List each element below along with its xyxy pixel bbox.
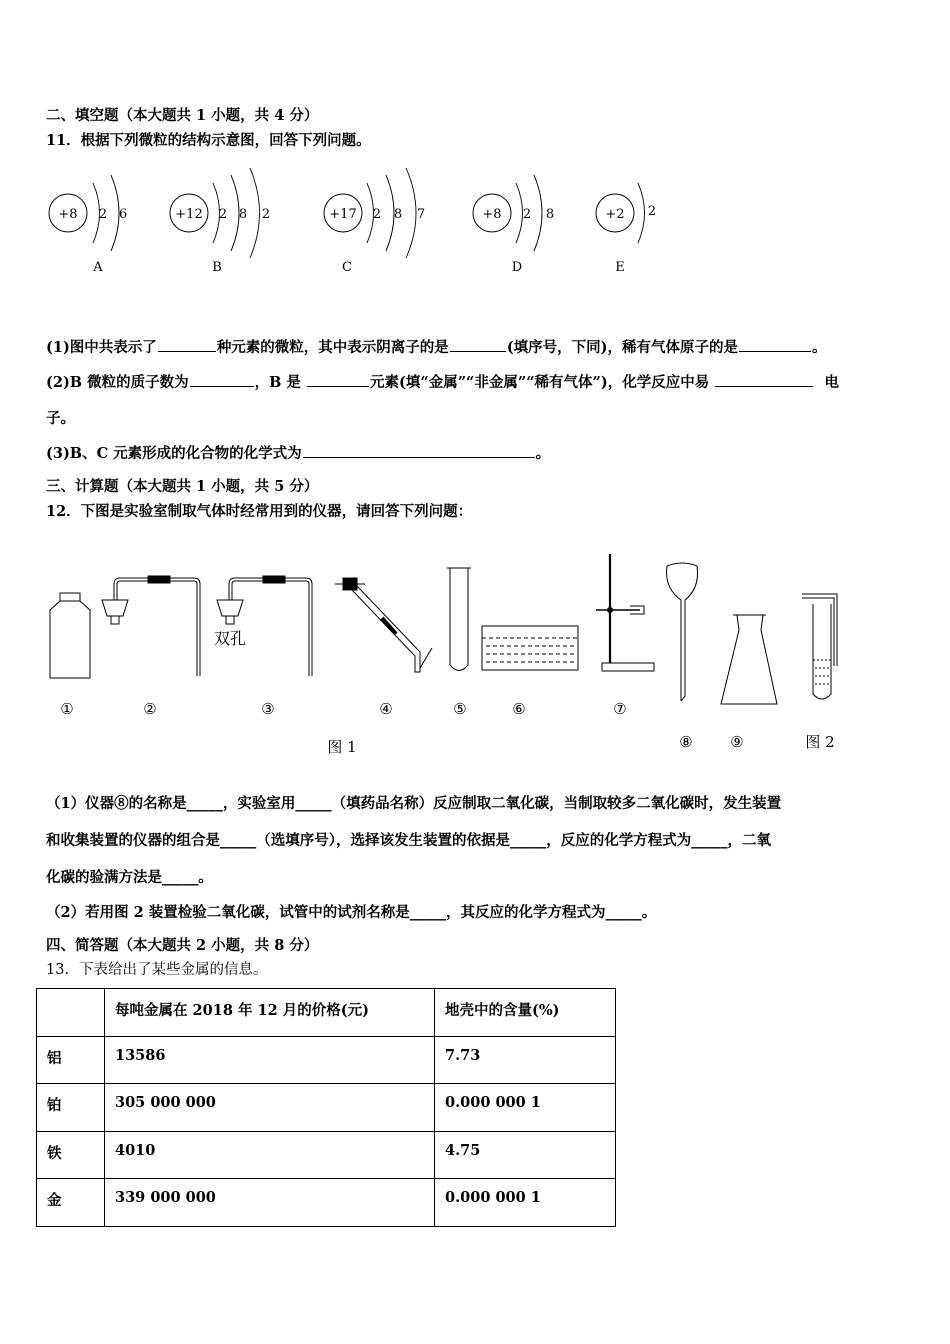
atom-b-shell-2: 8 <box>238 207 248 222</box>
answer-blank-proton-number[interactable] <box>190 372 254 387</box>
atom-c-label: C <box>342 260 352 275</box>
metal-name-cell: 铝 <box>37 1037 105 1084</box>
price-cell: 305 000 000 <box>105 1084 435 1132</box>
q11-part-2-text-b: ，B 是 <box>254 374 301 391</box>
apparatus-label-6: ⑥ <box>512 700 526 718</box>
figure-2-caption: 图 2 <box>805 733 835 751</box>
table-header-price: 每吨金属在 2018 年 12 月的价格(元) <box>105 989 435 1037</box>
answer-blank-element-count[interactable] <box>158 337 216 352</box>
atom-c-nucleus: +17 <box>329 207 357 222</box>
q11-part-2 <box>46 371 839 392</box>
content-cell: 4.75 <box>435 1132 616 1179</box>
stopper-with-slanted-tube <box>335 578 432 672</box>
answer-blank-noble-gas[interactable] <box>739 337 811 352</box>
section-3-heading: 三、计算题（本大题共 1 小题，共 5 分） <box>46 478 319 495</box>
figure-1-caption: 图 1 <box>327 738 357 756</box>
apparatus-label-8: ⑧ <box>679 733 693 751</box>
question-13-stem: 13．下表给出了某些金属的信息。 <box>46 962 268 978</box>
table-header-content: 地壳中的含量(%) <box>435 989 616 1037</box>
atom-b-shell-1: 2 <box>218 207 228 222</box>
apparatus-label-4: ④ <box>379 700 393 718</box>
q11-part-3-text-b: 。 <box>535 445 551 462</box>
table-header-cell-0 <box>37 989 105 1037</box>
atom-d-label: D <box>511 260 523 275</box>
double-hole-stopper-with-tube <box>217 576 312 676</box>
conical-flask <box>721 615 777 704</box>
atom-a-nucleus: +8 <box>58 207 78 222</box>
metal-info-table <box>36 988 616 1227</box>
metal-name-cell: 铁 <box>37 1132 105 1179</box>
iron-stand <box>596 554 654 671</box>
apparatus-label-7: ⑦ <box>613 700 627 718</box>
q11-part-1 <box>46 336 827 357</box>
atom-b-label: B <box>212 260 222 275</box>
lab-apparatus-figure <box>30 548 910 768</box>
atom-e-shell-1: 2 <box>647 204 657 219</box>
atom-b <box>170 168 270 275</box>
atom-structure-diagram <box>40 168 740 278</box>
double-hole-label: 双孔 <box>214 629 247 648</box>
metal-name-cell: 铂 <box>37 1084 105 1132</box>
q11-part-1-text-b: 种元素的微粒，其中表示阴离子的是 <box>216 339 449 356</box>
section-2-heading: 二、填空题（本大题共 1 小题，共 4 分） <box>46 107 319 124</box>
q12-part-1-line-3: 化碳的验满方法是_____。 <box>46 869 213 886</box>
atom-a <box>49 175 127 275</box>
atom-c-shell-2: 8 <box>393 207 403 222</box>
answer-blank-formula[interactable] <box>303 443 535 458</box>
apparatus-label-1: ① <box>60 700 74 718</box>
atom-d-shell-2: 8 <box>545 207 555 222</box>
test-tube <box>447 568 471 671</box>
apparatus-label-3: ③ <box>261 700 275 718</box>
atom-d-nucleus: +8 <box>482 207 502 222</box>
q11-part-3 <box>46 442 550 463</box>
q11-part-2-text-a: (2)B 微粒的质子数为 <box>46 374 189 391</box>
question-11-stem: 11．根据下列微粒的结构示意图，回答下列问题。 <box>46 132 371 149</box>
q11-part-1-text-d: 。 <box>812 339 827 356</box>
price-cell: 339 000 000 <box>105 1179 435 1227</box>
atom-c-shell-1: 2 <box>372 207 382 222</box>
atom-d <box>473 175 554 275</box>
price-cell: 13586 <box>105 1037 435 1084</box>
atom-c <box>324 168 425 275</box>
q12-part-1-line-1: （1）仪器⑧的名称是_____，实验室用_____（填药品名称）反应制取二氧化碳，当制取较多二氧化碳时，发生装置 <box>46 795 782 812</box>
table-row <box>37 1084 616 1132</box>
long-neck-funnel <box>667 563 698 701</box>
table-row <box>37 1037 616 1084</box>
q11-part-2-text-d: 电 <box>824 374 839 391</box>
q11-part-2-text-c: 元素(填“金属”“非金属”“稀有气体”)，化学反应中易 <box>370 374 710 391</box>
atom-e-label: E <box>615 260 625 275</box>
atom-a-shell-1: 2 <box>98 207 108 222</box>
atom-d-shell-1: 2 <box>522 207 532 222</box>
q11-part-3-text-a: (3)B、C 元素形成的化合物的化学式为 <box>46 445 302 462</box>
content-cell: 7.73 <box>435 1037 616 1084</box>
atom-c-shell-3: 7 <box>416 207 426 222</box>
content-cell: 0.000 000 1 <box>435 1179 616 1227</box>
q11-part-1-text-c: (填序号，下同)，稀有气体原子的是 <box>506 339 739 356</box>
atom-a-shell-2: 6 <box>118 207 128 222</box>
answer-blank-electron[interactable] <box>715 372 813 387</box>
table-row <box>37 1179 616 1227</box>
figure-2-test-tube-setup <box>802 594 837 699</box>
answer-blank-anion[interactable] <box>450 337 506 352</box>
answer-blank-element-type[interactable] <box>307 372 369 387</box>
q12-part-1-line-2: 和收集装置的仪器的组合是_____（选填序号），选择该发生装置的依据是_____，反应的化学方程式为_____，二氧 <box>46 832 771 849</box>
apparatus-label-2: ② <box>143 700 157 718</box>
stopper-with-tube <box>102 576 200 676</box>
table-row <box>37 1132 616 1179</box>
atom-b-shell-3: 2 <box>261 207 271 222</box>
atom-e-nucleus: +2 <box>605 207 625 222</box>
price-cell: 4010 <box>105 1132 435 1179</box>
reagent-bottle <box>50 593 90 678</box>
metal-name-cell: 金 <box>37 1179 105 1227</box>
q11-part-2-end: 子。 <box>46 410 75 427</box>
atom-b-nucleus: +12 <box>175 207 203 222</box>
q12-part-2: （2）若用图 2 装置检验二氧化碳，试管中的试剂名称是_____，其反应的化学方程式为_____。 <box>46 904 657 921</box>
q11-part-1-text-a: (1)图中共表示了 <box>46 339 157 356</box>
question-12-stem: 12．下图是实验室制取气体时经常用到的仪器，请回答下列问题： <box>46 503 473 520</box>
atom-e <box>596 183 656 275</box>
apparatus-label-5: ⑤ <box>453 700 467 718</box>
table-header-row <box>37 989 616 1037</box>
content-cell: 0.000 000 1 <box>435 1084 616 1132</box>
atom-a-label: A <box>93 260 103 275</box>
water-trough <box>482 626 578 670</box>
section-4-heading: 四、简答题（本大题共 2 小题，共 8 分） <box>46 937 319 954</box>
apparatus-label-9: ⑨ <box>730 733 744 751</box>
